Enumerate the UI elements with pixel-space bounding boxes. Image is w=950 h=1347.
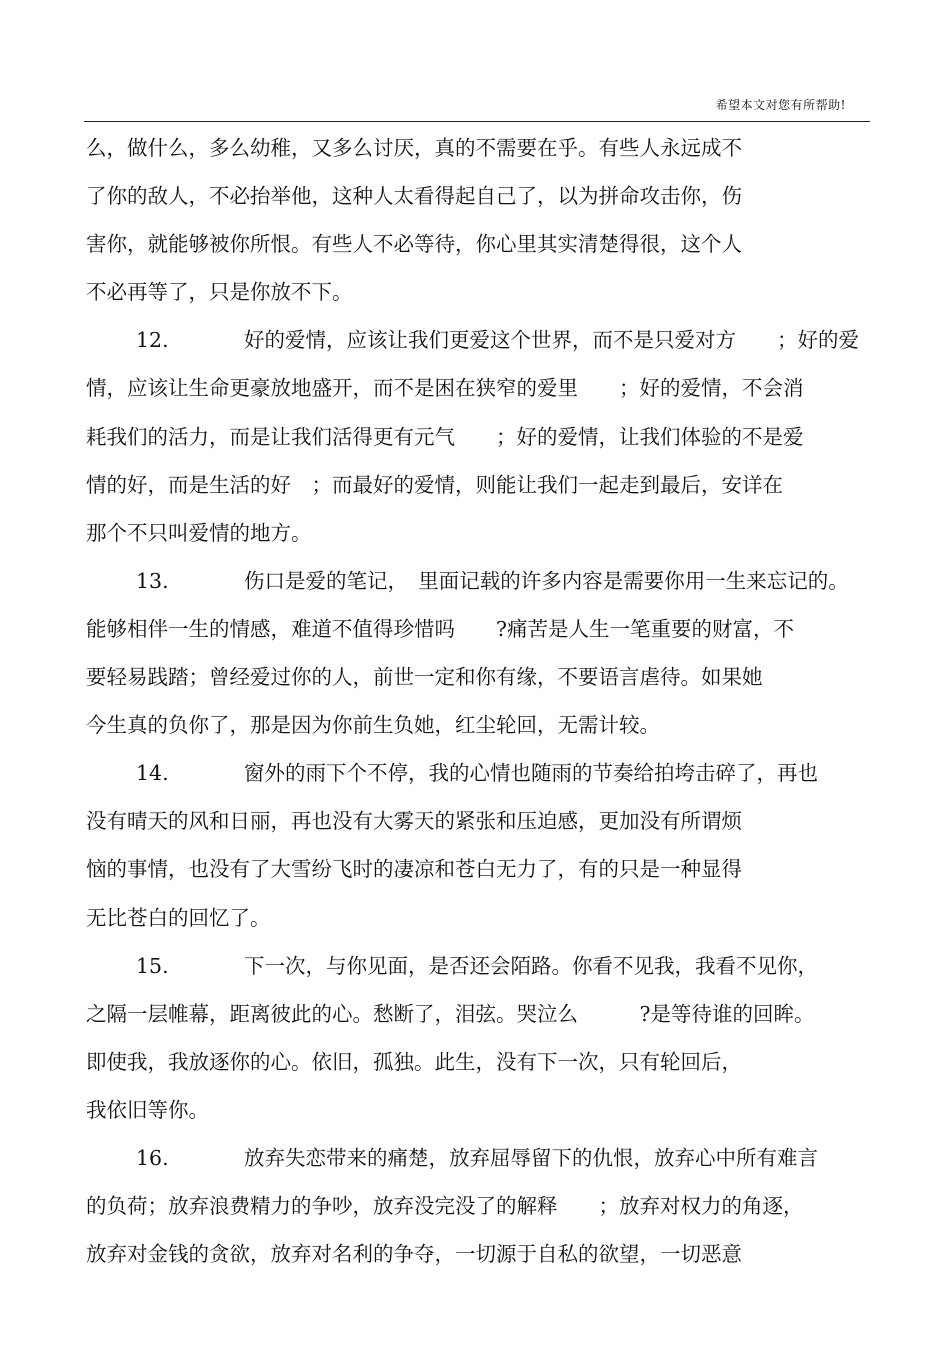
- text-line: [86, 557, 876, 605]
- text-line: [86, 509, 876, 557]
- line-text: 今生真的负你了，那是因为你前生负她，红尘轮回，无需计较。: [86, 713, 660, 738]
- text-line: [86, 1086, 876, 1134]
- line-text: 我依旧等你。: [86, 1097, 209, 1122]
- line-text: 好的爱情，应该让我们更爱这个世界，而不是只爱对方 ；好的爱: [244, 328, 859, 353]
- line-text: 的负荷；放弃浪费精力的争吵，放弃没完没了的解释 ；放弃对权力的角逐，: [86, 1194, 804, 1219]
- text-line: [86, 413, 876, 461]
- text-line: [86, 653, 876, 701]
- line-text: 害你，就能够被你所恨。有些人不必等待，你心里其实清楚得很，这个人: [86, 232, 742, 257]
- paragraph: [86, 749, 876, 941]
- line-text: 情，应该让生命更豪放地盛开，而不是困在狭窄的爱里 ；好的爱情，不会消: [86, 376, 804, 401]
- line-text: 没有晴天的风和日丽，再也没有大雾天的紧张和压迫感，更加没有所谓烦: [86, 809, 742, 834]
- line-text: 能够相伴一生的情感，难道不值得珍惜吗 ?痛苦是人生一笔重要的财富，不: [86, 616, 794, 641]
- line-text: 即使我，我放逐你的心。依旧，孤独。此生，没有下一次，只有轮回后，: [86, 1049, 742, 1074]
- paragraph: [86, 316, 876, 556]
- item-number: 12.: [136, 328, 169, 353]
- text-line: [86, 1134, 876, 1182]
- line-text: 了你的敌人，不必抬举他，这种人太看得起自己了，以为拼命攻击你，伤: [86, 184, 742, 209]
- paragraph: [86, 557, 876, 749]
- line-text: 之隔一层帷幕，距离彼此的心。愁断了，泪弦。哭泣么 ?是等待谁的回眸。: [86, 1001, 815, 1026]
- line-text: 放弃对金钱的贪欲，放弃对名利的争夺，一切源于自私的欲望，一切恶意: [86, 1242, 742, 1267]
- line-text: 无比苍白的回忆了。: [86, 905, 271, 930]
- text-line: [86, 461, 876, 509]
- text-line: [86, 364, 876, 412]
- paragraph: [86, 1134, 876, 1278]
- line-text: 耗我们的活力，而是让我们活得更有元气 ；好的爱情，让我们体验的不是爱: [86, 424, 804, 449]
- item-number: 14.: [136, 761, 169, 786]
- item-number: 16.: [136, 1145, 169, 1170]
- line-text: 窗外的雨下个不停，我的心情也随雨的节奏给拍垮击碎了，再也: [244, 761, 818, 786]
- header-divider: [84, 121, 870, 122]
- text-line: [86, 1038, 876, 1086]
- text-line: [86, 749, 876, 797]
- line-text: 么，做什么，多么幼稚，又多么讨厌，真的不需要在乎。有些人永远成不: [86, 136, 742, 160]
- text-line: [86, 220, 876, 268]
- line-text: 要轻易践踏；曾经爱过你的人，前世一定和你有缘，不要语言虐待。如果她: [86, 665, 763, 690]
- item-number: 13.: [136, 568, 169, 593]
- line-text: 下一次，与你见面，是否还会陌路。你看不见我，我看不见你，: [244, 953, 818, 978]
- paragraph: [86, 124, 876, 316]
- paragraph: [86, 942, 876, 1134]
- text-line: [86, 894, 876, 942]
- text-line: [86, 942, 876, 990]
- item-number: 15.: [136, 953, 169, 978]
- line-text: 那个不只叫爱情的地方。: [86, 520, 312, 545]
- header-note: 希望本文对您有所帮助!: [715, 98, 846, 112]
- line-text: 放弃失恋带来的痛楚，放弃屈辱留下的仇恨，放弃心中所有难言: [244, 1145, 818, 1170]
- text-line: [86, 1230, 876, 1278]
- line-text: 不必再等了，只是你放不下。: [86, 280, 353, 305]
- line-text: 伤口是爱的笔记， 里面记载的许多内容是需要你用一生来忘记的。: [244, 568, 849, 593]
- text-line: [86, 124, 876, 172]
- document-body: [86, 124, 876, 1278]
- line-text: 情的好，而是生活的好 ；而最好的爱情，则能让我们一起走到最后，安详在: [86, 472, 783, 497]
- text-line: [86, 172, 876, 220]
- text-line: [86, 268, 876, 316]
- text-line: [86, 797, 876, 845]
- text-line: [86, 845, 876, 893]
- text-line: [86, 605, 876, 653]
- text-line: [86, 1182, 876, 1230]
- text-line: [86, 701, 876, 749]
- text-line: [86, 990, 876, 1038]
- text-line: [86, 316, 876, 364]
- line-text: 恼的事情，也没有了大雪纷飞时的凄凉和苍白无力了，有的只是一种显得: [86, 857, 742, 882]
